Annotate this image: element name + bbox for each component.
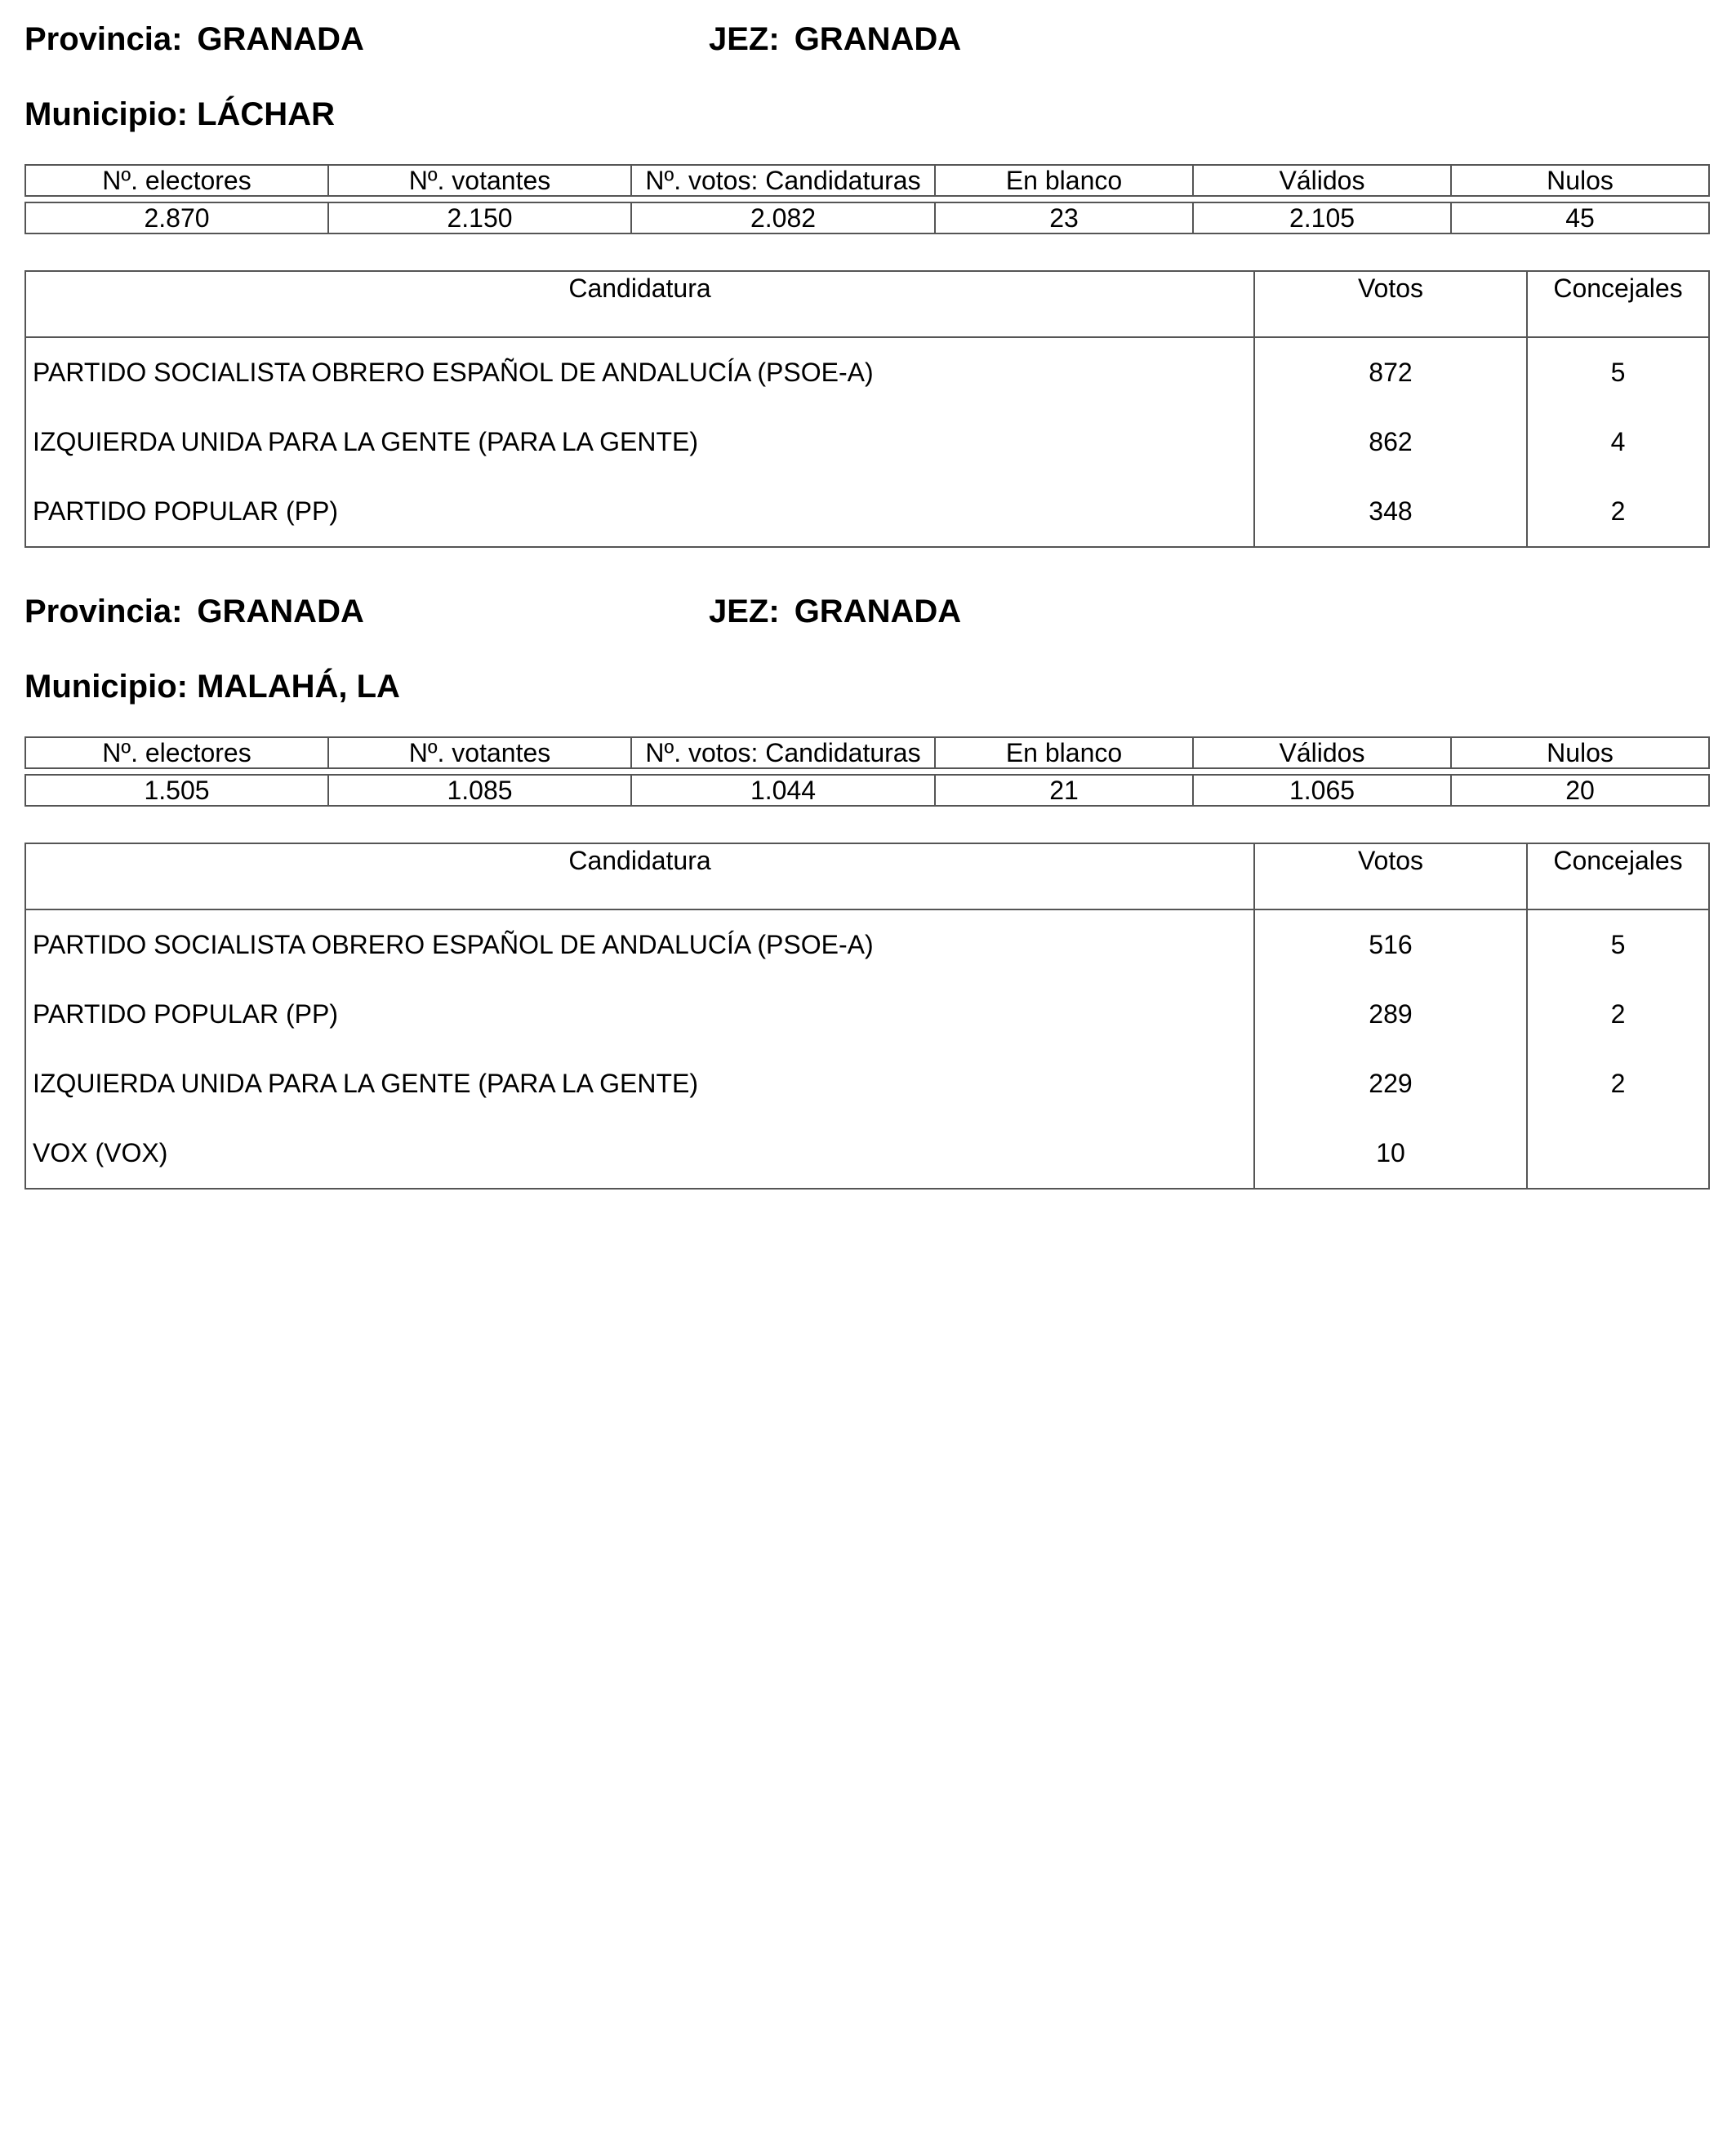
- summary-table: [24, 164, 1710, 234]
- summary-header-votantes: Nº. votantes: [328, 737, 631, 768]
- cand-header-concejales: Concejales: [1527, 843, 1709, 909]
- provincia-line: [24, 595, 364, 628]
- cand-name: PARTIDO POPULAR (PP): [25, 477, 1254, 547]
- summary-validos: 1.065: [1193, 775, 1451, 806]
- jez-line: [709, 595, 961, 628]
- municipio-line: [24, 98, 335, 131]
- summary-header-validos: Válidos: [1193, 737, 1451, 768]
- summary-header-electores: Nº. electores: [25, 165, 328, 196]
- cand-name: PARTIDO POPULAR (PP): [25, 980, 1254, 1049]
- cand-votos: 516: [1254, 909, 1527, 980]
- provincia-label: Provincia:: [24, 594, 183, 629]
- summary-validos: 2.105: [1193, 202, 1451, 233]
- cand-concejales: 2: [1527, 477, 1709, 547]
- summary-value-row: [25, 775, 1709, 806]
- cand-name: PARTIDO SOCIALISTA OBRERO ESPAÑOL DE ANDALUCÍA (PSOE-A): [25, 909, 1254, 980]
- cand-header-candidatura: Candidatura: [25, 843, 1254, 909]
- summary-candidaturas: 1.044: [631, 775, 935, 806]
- summary-nulos: 45: [1451, 202, 1709, 233]
- municipio-label: Municipio:: [24, 669, 188, 705]
- cand-votos: 289: [1254, 980, 1527, 1049]
- summary-header-electores: Nº. electores: [25, 737, 328, 768]
- table-row: [25, 477, 1709, 547]
- summary-electores: 1.505: [25, 775, 328, 806]
- table-row: [25, 407, 1709, 477]
- cand-header-concejales: Concejales: [1527, 271, 1709, 337]
- cand-header-row: [25, 843, 1709, 909]
- summary-header-candidaturas: Nº. votos: Candidaturas: [631, 165, 935, 196]
- summary-header-nulos: Nulos: [1451, 737, 1709, 768]
- provincia-label: Provincia:: [24, 21, 183, 57]
- jez-label: JEZ:: [709, 594, 780, 629]
- cand-votos: 229: [1254, 1049, 1527, 1118]
- cand-votos: 862: [1254, 407, 1527, 477]
- summary-candidaturas: 2.082: [631, 202, 935, 233]
- summary-votantes: 2.150: [328, 202, 631, 233]
- cand-name: IZQUIERDA UNIDA PARA LA GENTE (PARA LA GENTE): [25, 407, 1254, 477]
- provincia-value: GRANADA: [197, 21, 364, 57]
- cand-header-candidatura: Candidatura: [25, 271, 1254, 337]
- cand-name: VOX (VOX): [25, 1118, 1254, 1189]
- jez-value: GRANADA: [794, 594, 962, 629]
- cand-name: PARTIDO SOCIALISTA OBRERO ESPAÑOL DE ANDALUCÍA (PSOE-A): [25, 337, 1254, 407]
- summary-value-row: [25, 202, 1709, 233]
- summary-header-row: [25, 165, 1709, 196]
- table-row: [25, 337, 1709, 407]
- summary-header-votantes: Nº. votantes: [328, 165, 631, 196]
- table-row: [25, 909, 1709, 980]
- municipio-value: MALAHÁ, LA: [197, 669, 400, 705]
- summary-header-blanco: En blanco: [935, 165, 1193, 196]
- summary-blanco: 21: [935, 775, 1193, 806]
- cand-votos: 348: [1254, 477, 1527, 547]
- municipio-label: Municipio:: [24, 96, 188, 132]
- summary-blanco: 23: [935, 202, 1193, 233]
- cand-header-votos: Votos: [1254, 843, 1527, 909]
- summary-electores: 2.870: [25, 202, 328, 233]
- cand-header-votos: Votos: [1254, 271, 1527, 337]
- summary-nulos: 20: [1451, 775, 1709, 806]
- summary-header-blanco: En blanco: [935, 737, 1193, 768]
- table-row: [25, 1049, 1709, 1118]
- cand-concejales: 4: [1527, 407, 1709, 477]
- summary-header-nulos: Nulos: [1451, 165, 1709, 196]
- cand-concejales: 5: [1527, 909, 1709, 980]
- municipio-value: LÁCHAR: [197, 96, 335, 132]
- summary-votantes: 1.085: [328, 775, 631, 806]
- cand-concejales: [1527, 1118, 1709, 1189]
- municipio-line: [24, 670, 400, 703]
- summary-header-candidaturas: Nº. votos: Candidaturas: [631, 737, 935, 768]
- jez-line: [709, 23, 961, 56]
- cand-name: IZQUIERDA UNIDA PARA LA GENTE (PARA LA GENTE): [25, 1049, 1254, 1118]
- jez-label: JEZ:: [709, 21, 780, 57]
- candidaturas-table: [24, 270, 1710, 548]
- jez-value: GRANADA: [794, 21, 962, 57]
- provincia-value: GRANADA: [197, 594, 364, 629]
- table-row: [25, 980, 1709, 1049]
- table-row: [25, 1118, 1709, 1189]
- candidaturas-table: [24, 843, 1710, 1190]
- provincia-line: [24, 23, 364, 56]
- cand-concejales: 2: [1527, 1049, 1709, 1118]
- summary-table: [24, 736, 1710, 807]
- cand-concejales: 5: [1527, 337, 1709, 407]
- cand-concejales: 2: [1527, 980, 1709, 1049]
- cand-votos: 872: [1254, 337, 1527, 407]
- summary-header-row: [25, 737, 1709, 768]
- summary-header-validos: Válidos: [1193, 165, 1451, 196]
- cand-votos: 10: [1254, 1118, 1527, 1189]
- cand-header-row: [25, 271, 1709, 337]
